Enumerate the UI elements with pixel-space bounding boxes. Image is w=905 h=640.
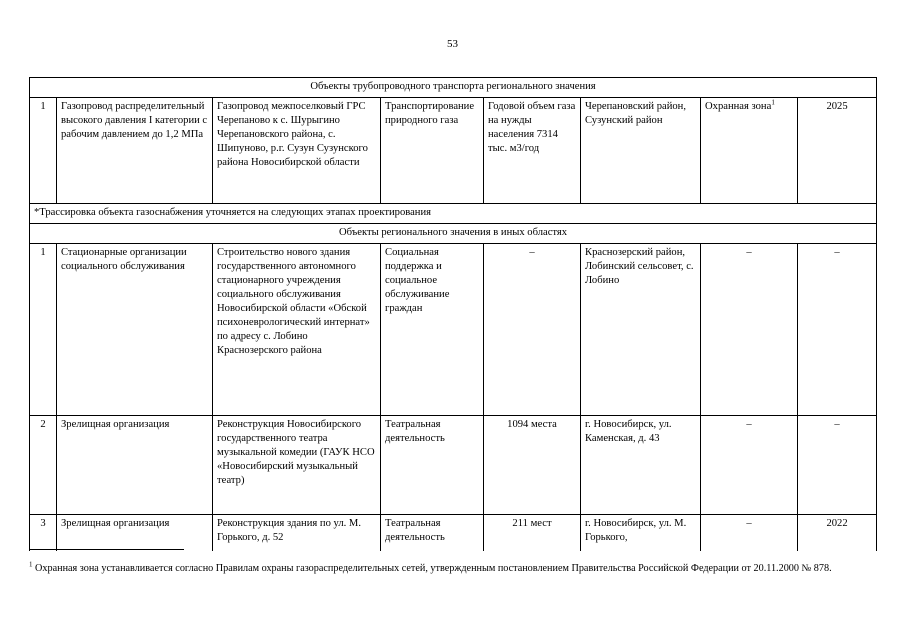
objects-table bbox=[29, 77, 877, 551]
object-year: 2025 bbox=[798, 98, 877, 204]
object-name: Строительство нового здания государственного автономного стационарного учреждения социального обслуживания Новосибирской области «Обской психоневрологический интернат» по адресу с. Лобино Краснозерского района bbox=[213, 244, 381, 416]
object-year: 2022 bbox=[798, 515, 877, 551]
object-capacity: 1094 места bbox=[484, 416, 581, 515]
row-number: 1 bbox=[30, 244, 57, 416]
footnote-text: Охранная зона устанавливается согласно Правилам охраны газораспределительных сетей, утвержденным постановлением Правительства Российской Федерации от 20.11.2000 № 878. bbox=[35, 563, 832, 574]
object-type: Зрелищная организация bbox=[57, 515, 213, 551]
object-capacity: Годовой объем газа на нужды населения 7314 тыс. м3/год bbox=[484, 98, 581, 204]
object-zone bbox=[701, 98, 798, 204]
table-row bbox=[30, 515, 877, 551]
row-number: 1 bbox=[30, 98, 57, 204]
object-location: Краснозерский район, Лобинский сельсовет, с. Лобино bbox=[581, 244, 701, 416]
footnote bbox=[29, 562, 876, 576]
object-location: Черепановский район, Сузунский район bbox=[581, 98, 701, 204]
section-title-pipeline: Объекты трубопроводного транспорта регионального значения bbox=[30, 78, 877, 98]
object-year: – bbox=[798, 244, 877, 416]
object-purpose: Театральная деятельность bbox=[381, 515, 484, 551]
zone-text: Охранная зона bbox=[705, 101, 772, 112]
section-title-other: Объекты регионального значения в иных областях bbox=[30, 224, 877, 244]
object-type: Газопровод распределительный высокого давления I категории с рабочим давлением до 1,2 МПа bbox=[57, 98, 213, 204]
object-name: Реконструкция Новосибирского государственного театра музыкальной комедии (ГАУК НСО «Новосибирский музыкальный театр) bbox=[213, 416, 381, 515]
table-row bbox=[30, 98, 877, 204]
object-type: Зрелищная организация bbox=[57, 416, 213, 515]
table-row bbox=[30, 244, 877, 416]
table-row bbox=[30, 416, 877, 515]
note-row bbox=[30, 204, 877, 224]
footnote-separator bbox=[29, 549, 184, 550]
object-name: Реконструкция здания по ул. М. Горького, д. 52 bbox=[213, 515, 381, 551]
row-number: 2 bbox=[30, 416, 57, 515]
footnote-marker: 1 bbox=[29, 560, 33, 569]
object-name: Газопровод межпоселковый ГРС Черепаново к с. Шурыгино Черепановского района, с. Шипуново, р.г. Сузун Сузунского района Новосибирской области bbox=[213, 98, 381, 204]
routing-note: *Трассировка объекта газоснабжения уточняется на следующих этапах проектирования bbox=[30, 204, 877, 224]
object-type: Стационарные организации социального обслуживания bbox=[57, 244, 213, 416]
page-number: 53 bbox=[447, 38, 458, 50]
object-capacity: 211 мест bbox=[484, 515, 581, 551]
object-capacity: – bbox=[484, 244, 581, 416]
object-purpose: Транспортирование природного газа bbox=[381, 98, 484, 204]
row-number: 3 bbox=[30, 515, 57, 551]
object-location: г. Новосибирск, ул. Каменская, д. 43 bbox=[581, 416, 701, 515]
object-purpose: Театральная деятельность bbox=[381, 416, 484, 515]
section-header-row bbox=[30, 78, 877, 98]
object-zone: – bbox=[701, 416, 798, 515]
footnote-marker: 1 bbox=[771, 98, 775, 107]
object-location: г. Новосибирск, ул. М. Горького, bbox=[581, 515, 701, 551]
object-purpose: Социальная поддержка и социальное обслуживание граждан bbox=[381, 244, 484, 416]
object-year: – bbox=[798, 416, 877, 515]
object-zone: – bbox=[701, 244, 798, 416]
section-header-row bbox=[30, 224, 877, 244]
object-zone: – bbox=[701, 515, 798, 551]
